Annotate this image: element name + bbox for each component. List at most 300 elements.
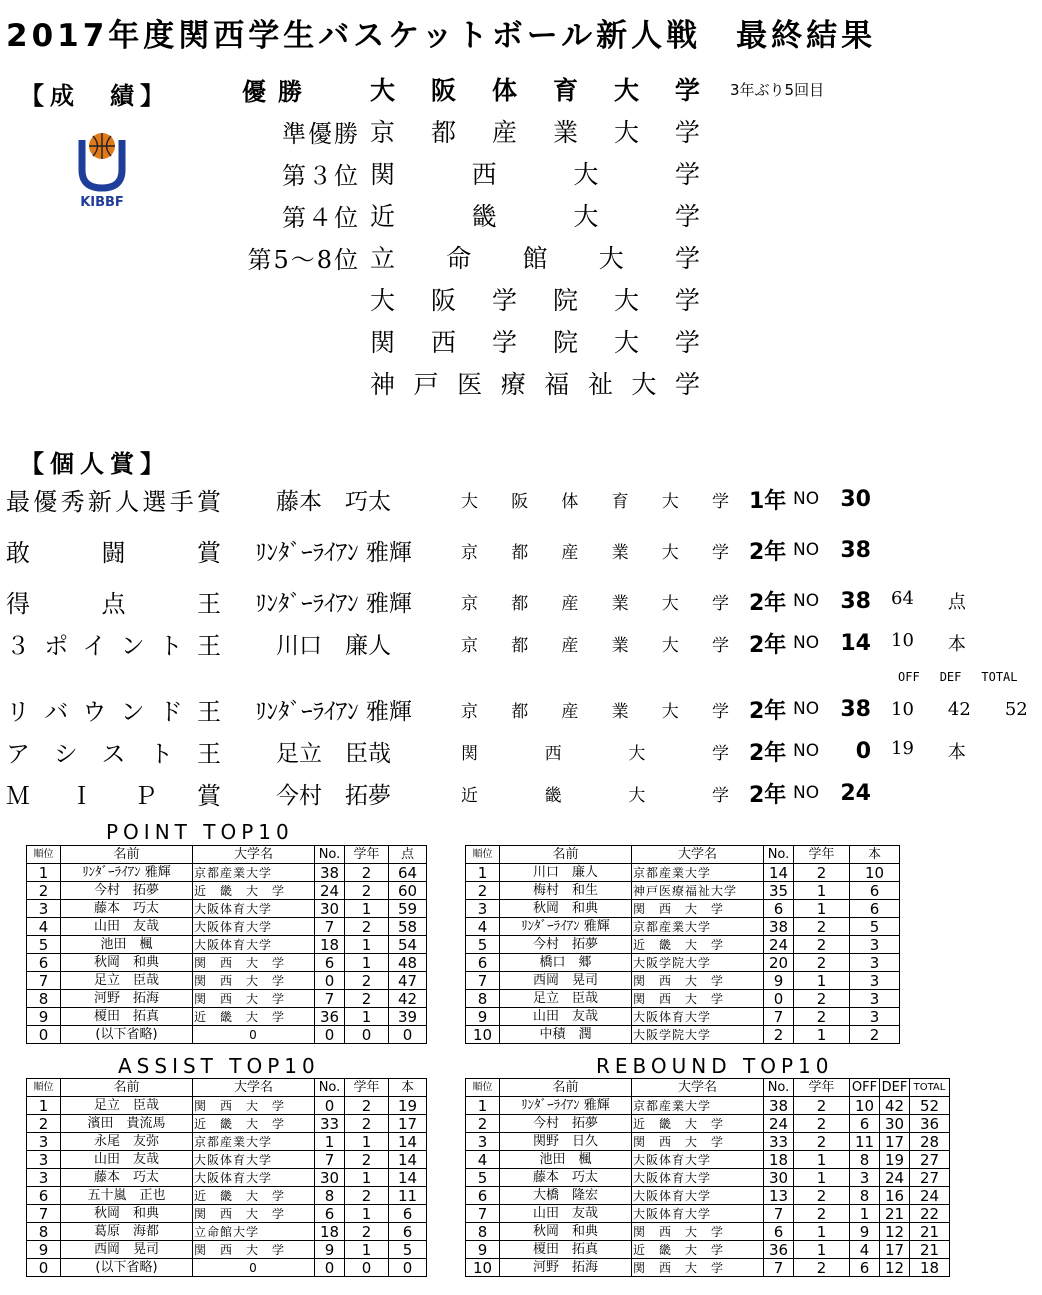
table-row — [466, 1151, 950, 1169]
rebound-off-label: OFF — [898, 670, 920, 684]
table-cell: 2 — [345, 972, 389, 990]
table-cell: 藤本 巧太 — [61, 1169, 193, 1187]
table-cell: 1 — [345, 1169, 389, 1187]
award-university-char: 体 — [561, 491, 579, 512]
table-cell: 8 — [27, 1223, 61, 1241]
table-cell: 36 — [764, 1241, 794, 1259]
table-cell: 2 — [27, 882, 61, 900]
table-row — [466, 1259, 950, 1277]
table-cell: 2 — [794, 1133, 850, 1151]
place-university-char: 大 — [631, 370, 657, 399]
place-university-char: 院 — [552, 286, 578, 315]
place-university — [370, 281, 700, 317]
table-cell: 1 — [794, 900, 850, 918]
table-cell: 大阪体育大学 — [193, 900, 315, 918]
award-name-char: ウ — [82, 697, 107, 726]
table-header-cell: 大学名 — [632, 1079, 764, 1097]
award-no-label: NO — [793, 699, 820, 719]
award-name — [6, 584, 221, 619]
award-university-char: 大 — [661, 635, 679, 656]
award-university-char: 京 — [461, 542, 478, 563]
table-header-cell: 順位 — [466, 1079, 500, 1097]
table-cell: 2 — [345, 1223, 389, 1241]
table-cell: 24 — [764, 1115, 794, 1133]
award-name-char: 賞 — [196, 781, 221, 810]
table-cell: 藤本 巧太 — [61, 900, 193, 918]
table-cell: 35 — [764, 882, 794, 900]
table-cell: 19 — [880, 1151, 910, 1169]
table-row — [27, 1205, 427, 1223]
award-extra — [891, 630, 966, 656]
place-university-char: 大 — [573, 202, 599, 231]
table-cell: 33 — [315, 1115, 345, 1133]
award-name-char: 優 — [33, 487, 58, 516]
table-cell: 38 — [764, 1097, 794, 1115]
award-university-char: 学 — [711, 785, 729, 806]
rebound-extra-header — [898, 670, 1018, 684]
place-university-char: 学 — [674, 286, 700, 315]
award-university-char: 大 — [661, 701, 679, 722]
place-university-char: 京 — [370, 118, 396, 147]
table-cell: 関 西 大 学 — [193, 990, 315, 1008]
table-cell: 48 — [389, 954, 427, 972]
table-cell: 京都産業大学 — [193, 864, 315, 882]
table-cell: 27 — [910, 1169, 950, 1187]
table-cell: 3 — [27, 900, 61, 918]
table-cell: 2 — [794, 1115, 850, 1133]
table-cell: 6 — [315, 1205, 345, 1223]
table-cell: 9 — [315, 1241, 345, 1259]
table-row — [466, 1187, 950, 1205]
place-university-char: 学 — [491, 328, 517, 357]
place-university-char: 体 — [491, 76, 517, 105]
award-name-char: 点 — [101, 589, 126, 618]
table-cell: 2 — [345, 918, 389, 936]
table-cell: 3 — [27, 1133, 61, 1151]
table-cell: 2 — [850, 1026, 900, 1044]
table-cell: 0 — [315, 1026, 345, 1044]
award-player: 藤本 巧太 — [276, 488, 391, 515]
table-row — [27, 936, 427, 954]
logo-text: KIBBF — [80, 195, 124, 210]
table-cell: 58 — [389, 918, 427, 936]
award-extra-value: 52 — [1004, 698, 1028, 720]
table-cell: 関 西 大 学 — [193, 972, 315, 990]
place-university — [370, 113, 700, 149]
award-university-char: 産 — [561, 593, 579, 614]
ranking-table — [465, 845, 900, 1044]
table-row — [466, 990, 900, 1008]
award-university-char: 育 — [611, 491, 629, 512]
award-extra-value: 42 — [947, 698, 971, 720]
table-cell: 6 — [466, 954, 500, 972]
place-university-char: 学 — [674, 118, 700, 147]
table-header-cell: 学年 — [345, 1079, 389, 1097]
table-cell: 近 畿 大 学 — [632, 1241, 764, 1259]
table-cell: 近 畿 大 学 — [632, 936, 764, 954]
award-extra — [891, 738, 966, 764]
table-cell: 濱田 貴流馬 — [61, 1115, 193, 1133]
table-cell: 6 — [850, 882, 900, 900]
table-cell: 0 — [389, 1026, 427, 1044]
place-university-char: 学 — [674, 370, 700, 399]
table-cell: 1 — [345, 1241, 389, 1259]
award-name — [6, 734, 221, 769]
table-cell: 5 — [466, 1169, 500, 1187]
award-university-char: 大 — [661, 542, 679, 563]
award-university — [461, 697, 729, 722]
award-university — [461, 631, 729, 656]
table-header-cell: 大学名 — [193, 846, 315, 864]
table-cell: 4 — [466, 1151, 500, 1169]
table-cell: 1 — [345, 900, 389, 918]
table-cell: 0 — [315, 1097, 345, 1115]
place-university-char: 学 — [674, 244, 700, 273]
table-cell: 36 — [910, 1115, 950, 1133]
award-extra-value: 本 — [947, 742, 966, 763]
award-name-char: 敢 — [6, 538, 30, 567]
table-cell: 1 — [794, 1026, 850, 1044]
table-cell: 7 — [27, 972, 61, 990]
table-cell: 30 — [315, 1169, 345, 1187]
table-row — [466, 1008, 900, 1026]
place-university-char: 関 — [370, 160, 396, 189]
table-cell: 0 — [315, 972, 345, 990]
table-cell: 8 — [850, 1187, 880, 1205]
table-cell: 6 — [389, 1223, 427, 1241]
place-university-char: 大 — [370, 76, 396, 105]
table-header-cell: OFF — [850, 1079, 880, 1097]
table-cell: (以下省略) — [61, 1259, 193, 1277]
table-cell: 3 — [850, 1169, 880, 1187]
table-cell: 河野 拓海 — [61, 990, 193, 1008]
place-row — [230, 280, 700, 318]
award-row — [6, 479, 871, 519]
place-university-char: 都 — [430, 118, 456, 147]
award-row — [6, 530, 871, 570]
award-university-char: 京 — [461, 593, 478, 614]
place-row — [230, 112, 700, 150]
place-rank: 優勝 — [242, 76, 314, 106]
award-university-char: 学 — [711, 542, 729, 563]
award-university — [461, 538, 729, 563]
table-cell: 1 — [345, 954, 389, 972]
table-cell: 3 — [850, 1008, 900, 1026]
table-cell: 0 — [193, 1026, 315, 1044]
place-university — [370, 197, 700, 233]
award-university — [461, 487, 729, 512]
award-row — [6, 773, 871, 813]
award-year: 1年 — [749, 488, 787, 514]
table-cell: 1 — [345, 1205, 389, 1223]
table-cell: 2 — [794, 954, 850, 972]
award-university-char: 大 — [628, 785, 646, 806]
award-extra — [891, 699, 1028, 720]
table-row — [27, 954, 427, 972]
table-cell: 2 — [794, 990, 850, 1008]
table-cell: 16 — [880, 1187, 910, 1205]
table-title: ASSIST TOP10 — [118, 1054, 320, 1078]
table-cell: 関野 日久 — [500, 1133, 632, 1151]
table-cell: 18 — [315, 936, 345, 954]
ranking-table — [26, 845, 427, 1044]
award-university-char: 関 — [461, 743, 478, 764]
award-number: 30 — [840, 486, 871, 512]
table-cell: 12 — [880, 1223, 910, 1241]
table-cell: 3 — [27, 1169, 61, 1187]
place-university-char: 戸 — [413, 370, 439, 399]
table-cell: (以下省略) — [61, 1026, 193, 1044]
table-cell: 7 — [315, 918, 345, 936]
award-university-char: 畿 — [544, 785, 562, 806]
table-header-row — [27, 1079, 427, 1097]
award-name-char: ン — [120, 631, 145, 660]
table-row — [466, 1115, 950, 1133]
table-row — [27, 1026, 427, 1044]
table-cell: 47 — [389, 972, 427, 990]
award-no-label: NO — [793, 540, 820, 560]
award-year: 2年 — [749, 698, 787, 724]
table-cell: 10 — [466, 1259, 500, 1277]
table-cell: 4 — [466, 918, 500, 936]
table-cell: 2 — [794, 1259, 850, 1277]
table-row — [27, 972, 427, 990]
place-university-char: 神 — [370, 370, 396, 399]
award-name-char: シ — [53, 739, 78, 768]
table-cell: 3 — [850, 972, 900, 990]
table-cell: 1 — [345, 1133, 389, 1151]
award-year: 2年 — [749, 782, 787, 808]
place-university-char: 西 — [430, 328, 456, 357]
table-header-cell: No. — [315, 1079, 345, 1097]
table-header-cell: 名前 — [500, 846, 632, 864]
award-university-char: 都 — [511, 635, 529, 656]
table-header-cell: 大学名 — [193, 1079, 315, 1097]
award-name-char: 王 — [196, 697, 221, 726]
place-row — [230, 154, 700, 192]
award-extra-value: 点 — [947, 592, 966, 613]
award-player: 川口 廉人 — [276, 632, 391, 659]
table-cell: 24 — [910, 1187, 950, 1205]
table-cell: 2 — [794, 936, 850, 954]
table-cell: 大阪体育大学 — [632, 1151, 764, 1169]
table-cell: 14 — [389, 1151, 427, 1169]
table-cell: 30 — [315, 900, 345, 918]
award-row — [6, 731, 966, 771]
table-cell: ﾘﾝﾀﾞｰﾗｲｱﾝ 雅輝 — [500, 1097, 632, 1115]
award-name-char: 選 — [142, 487, 167, 516]
table-cell: 7 — [315, 1151, 345, 1169]
table-cell: 7 — [315, 990, 345, 1008]
table-cell: 京都産業大学 — [632, 864, 764, 882]
award-university-char: 大 — [628, 743, 646, 764]
table-cell: 9 — [27, 1008, 61, 1026]
table-cell: 2 — [345, 882, 389, 900]
table-cell: 2 — [345, 1115, 389, 1133]
table-cell: 24 — [764, 936, 794, 954]
award-number: 38 — [840, 588, 871, 614]
table-cell: 関 西 大 学 — [193, 1205, 315, 1223]
table-cell: 42 — [389, 990, 427, 1008]
table-cell: 1 — [345, 1008, 389, 1026]
award-player: 今村 拓夢 — [276, 782, 391, 809]
table-cell: ﾘﾝﾀﾞｰﾗｲｱﾝ 雅輝 — [500, 918, 632, 936]
award-name-char: 新 — [87, 487, 112, 516]
table-cell: 38 — [764, 918, 794, 936]
table-row — [466, 1133, 950, 1151]
place-rank: 第5～8位 — [247, 245, 360, 274]
table-cell: 5 — [27, 936, 61, 954]
table-cell: 18 — [764, 1151, 794, 1169]
award-row — [6, 623, 966, 663]
place-university-char: 医 — [457, 370, 483, 399]
table-header-row — [27, 846, 427, 864]
table-cell: 39 — [389, 1008, 427, 1026]
table-cell: 1 — [850, 1205, 880, 1223]
table-cell: 0 — [345, 1259, 389, 1277]
awards-heading: 【個人賞】 — [20, 450, 170, 478]
award-name-char: ア — [6, 739, 30, 768]
table-cell: 30 — [764, 1169, 794, 1187]
award-player: 足立 臣哉 — [276, 740, 391, 767]
table-cell: 14 — [389, 1133, 427, 1151]
award-no-label: NO — [793, 591, 820, 611]
table-row — [27, 1097, 427, 1115]
award-university-char: 近 — [461, 785, 478, 806]
award-name-char: 王 — [197, 589, 221, 618]
document-title: 2017年度関西学生バスケットボール新人戦 最終結果 — [6, 18, 877, 54]
award-player: ﾘﾝﾀﾞｰﾗｲｱﾝ 雅輝 — [255, 590, 412, 617]
table-cell: 大阪体育大学 — [193, 918, 315, 936]
award-extra-value: 10 — [891, 698, 914, 720]
table-cell: 関 西 大 学 — [193, 1241, 315, 1259]
table-cell: 24 — [880, 1169, 910, 1187]
place-university-char: 大 — [613, 328, 639, 357]
table-row — [466, 1223, 950, 1241]
award-name-char: ト — [158, 631, 183, 660]
award-university-char: 学 — [711, 491, 729, 512]
table-cell: 52 — [910, 1097, 950, 1115]
table-cell: 山田 友哉 — [500, 1205, 632, 1223]
table-cell: 3 — [27, 1151, 61, 1169]
table-cell: 京都産業大学 — [632, 1097, 764, 1115]
table-cell: 12 — [880, 1259, 910, 1277]
table-header-cell: 点 — [389, 846, 427, 864]
place-rank: 準優勝 — [282, 119, 360, 148]
place-university-char: 大 — [573, 160, 599, 189]
table-cell: 8 — [466, 990, 500, 1008]
award-university-char: 業 — [611, 635, 629, 656]
table-cell: 神戸医療福祉大学 — [632, 882, 764, 900]
award-player: ﾘﾝﾀﾞｰﾗｲｱﾝ 雅輝 — [255, 539, 412, 566]
table-cell: 17 — [880, 1133, 910, 1151]
table-cell: 0 — [315, 1259, 345, 1277]
table-cell: 14 — [389, 1169, 427, 1187]
award-extra-value: 本 — [947, 634, 966, 655]
award-extra-value: 19 — [891, 738, 914, 759]
table-cell: 6 — [27, 954, 61, 972]
table-cell: 9 — [850, 1223, 880, 1241]
table-cell: 大阪学院大学 — [632, 954, 764, 972]
table-cell: 関 西 大 学 — [632, 990, 764, 1008]
table-row — [466, 954, 900, 972]
table-cell: 池田 楓 — [61, 936, 193, 954]
award-university-char: 学 — [711, 635, 729, 656]
table-cell: 6 — [850, 1259, 880, 1277]
table-cell: 3 — [850, 954, 900, 972]
award-year: 2年 — [749, 539, 787, 565]
table-cell: 8 — [315, 1187, 345, 1205]
table-header-cell: 学年 — [345, 846, 389, 864]
award-university-char: 学 — [711, 701, 729, 722]
place-rank: 第３位 — [282, 161, 360, 190]
table-cell: 24 — [315, 882, 345, 900]
table-cell: 7 — [764, 1008, 794, 1026]
table-cell: 19 — [389, 1097, 427, 1115]
award-no-label: NO — [793, 783, 820, 803]
table-header-cell: 名前 — [61, 1079, 193, 1097]
table-header-cell: 学年 — [794, 1079, 850, 1097]
table-cell: 2 — [764, 1026, 794, 1044]
table-cell: 42 — [880, 1097, 910, 1115]
table-cell: 梅村 和生 — [500, 882, 632, 900]
place-university-char: 大 — [598, 244, 624, 273]
table-cell: 1 — [466, 1097, 500, 1115]
place-university-char: 命 — [446, 244, 472, 273]
table-cell: 関 西 大 学 — [632, 1259, 764, 1277]
table-cell: 7 — [764, 1205, 794, 1223]
award-year: 2年 — [749, 590, 787, 616]
table-header-cell: DEF — [880, 1079, 910, 1097]
table-row — [466, 1097, 950, 1115]
award-university-char: 都 — [511, 593, 529, 614]
table-cell: 山田 友哉 — [500, 1008, 632, 1026]
table-cell: 榎田 拓真 — [500, 1241, 632, 1259]
table-row — [27, 1115, 427, 1133]
award-name-char: バ — [44, 697, 69, 726]
table-row — [27, 900, 427, 918]
table-cell: 38 — [315, 864, 345, 882]
award-name-char: ス — [101, 739, 126, 768]
place-university-char: 関 — [370, 328, 396, 357]
table-row — [27, 882, 427, 900]
table-header-row — [466, 846, 900, 864]
table-row — [27, 1187, 427, 1205]
award-name-char: 賞 — [196, 487, 221, 516]
place-university-char: 阪 — [430, 286, 456, 315]
award-university-char: 京 — [461, 635, 478, 656]
table-cell: 1 — [794, 1169, 850, 1187]
award-name-char: 最 — [6, 487, 30, 516]
award-name — [6, 776, 221, 811]
table-cell: 0 — [345, 1026, 389, 1044]
table-cell: 近 畿 大 学 — [193, 1187, 315, 1205]
table-cell: 今村 拓夢 — [500, 936, 632, 954]
award-name-char: ポ — [44, 631, 69, 660]
table-cell: 2 — [794, 918, 850, 936]
table-cell: 2 — [794, 1097, 850, 1115]
table-cell: 4 — [27, 918, 61, 936]
place-university-char: 学 — [674, 202, 700, 231]
table-row — [27, 1259, 427, 1277]
table-cell: 京都産業大学 — [193, 1133, 315, 1151]
table-cell: 59 — [389, 900, 427, 918]
table-cell: 1 — [794, 1151, 850, 1169]
table-cell: 11 — [389, 1187, 427, 1205]
place-row — [230, 322, 700, 360]
award-university-char: 大 — [661, 593, 679, 614]
table-cell: 10 — [850, 1097, 880, 1115]
